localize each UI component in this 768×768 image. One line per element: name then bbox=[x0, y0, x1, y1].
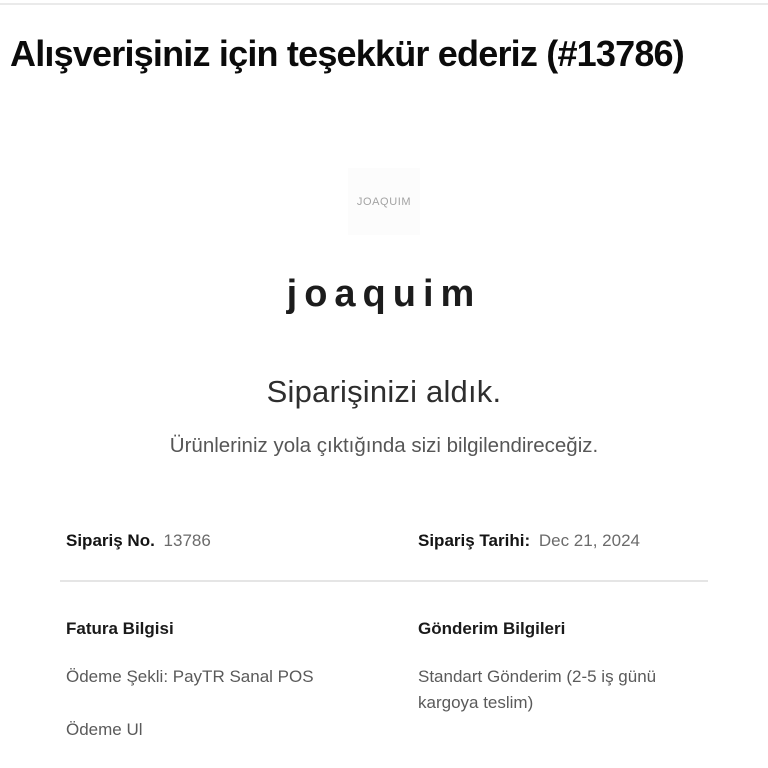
billing-clipped-line: Ödeme Ul bbox=[66, 720, 143, 740]
order-meta-row bbox=[60, 530, 708, 552]
order-number-label: Sipariş No. bbox=[66, 531, 155, 551]
email-body bbox=[60, 168, 708, 743]
order-date-label: Sipariş Tarihi: bbox=[418, 531, 531, 551]
order-received-heading: Siparişinizi aldık. bbox=[266, 374, 502, 410]
billing-payment-method: Ödeme Şekli: PayTR Sanal POS bbox=[66, 667, 314, 687]
info-sections bbox=[60, 619, 708, 743]
brand-wordmark: joaquim bbox=[286, 273, 482, 316]
order-received-subheading: Ürünleriniz yola çıktığında sizi bilgilendireceğiz. bbox=[169, 434, 599, 458]
order-date-value: Dec 21, 2024 bbox=[538, 531, 640, 551]
brand-logo-image bbox=[348, 168, 420, 235]
billing-heading: Fatura Bilgisi bbox=[66, 619, 174, 639]
order-number bbox=[66, 530, 418, 552]
billing-section bbox=[66, 619, 418, 743]
brand-logo-wrapper bbox=[60, 168, 708, 235]
shipping-section bbox=[418, 619, 708, 743]
order-number-value: 13786 bbox=[163, 531, 211, 551]
email-subject-title: Alışverişiniz için teşekkür ederiz (#13786) bbox=[10, 33, 684, 74]
shipping-heading: Gönderim Bilgileri bbox=[418, 619, 566, 639]
shipping-method: Standart Gönderim (2-5 iş günü kargoya teslim) bbox=[418, 667, 657, 713]
section-divider bbox=[60, 580, 708, 582]
top-divider bbox=[0, 3, 768, 5]
order-date bbox=[418, 530, 708, 552]
brand-logo-text: JOAQUIM bbox=[356, 195, 412, 208]
